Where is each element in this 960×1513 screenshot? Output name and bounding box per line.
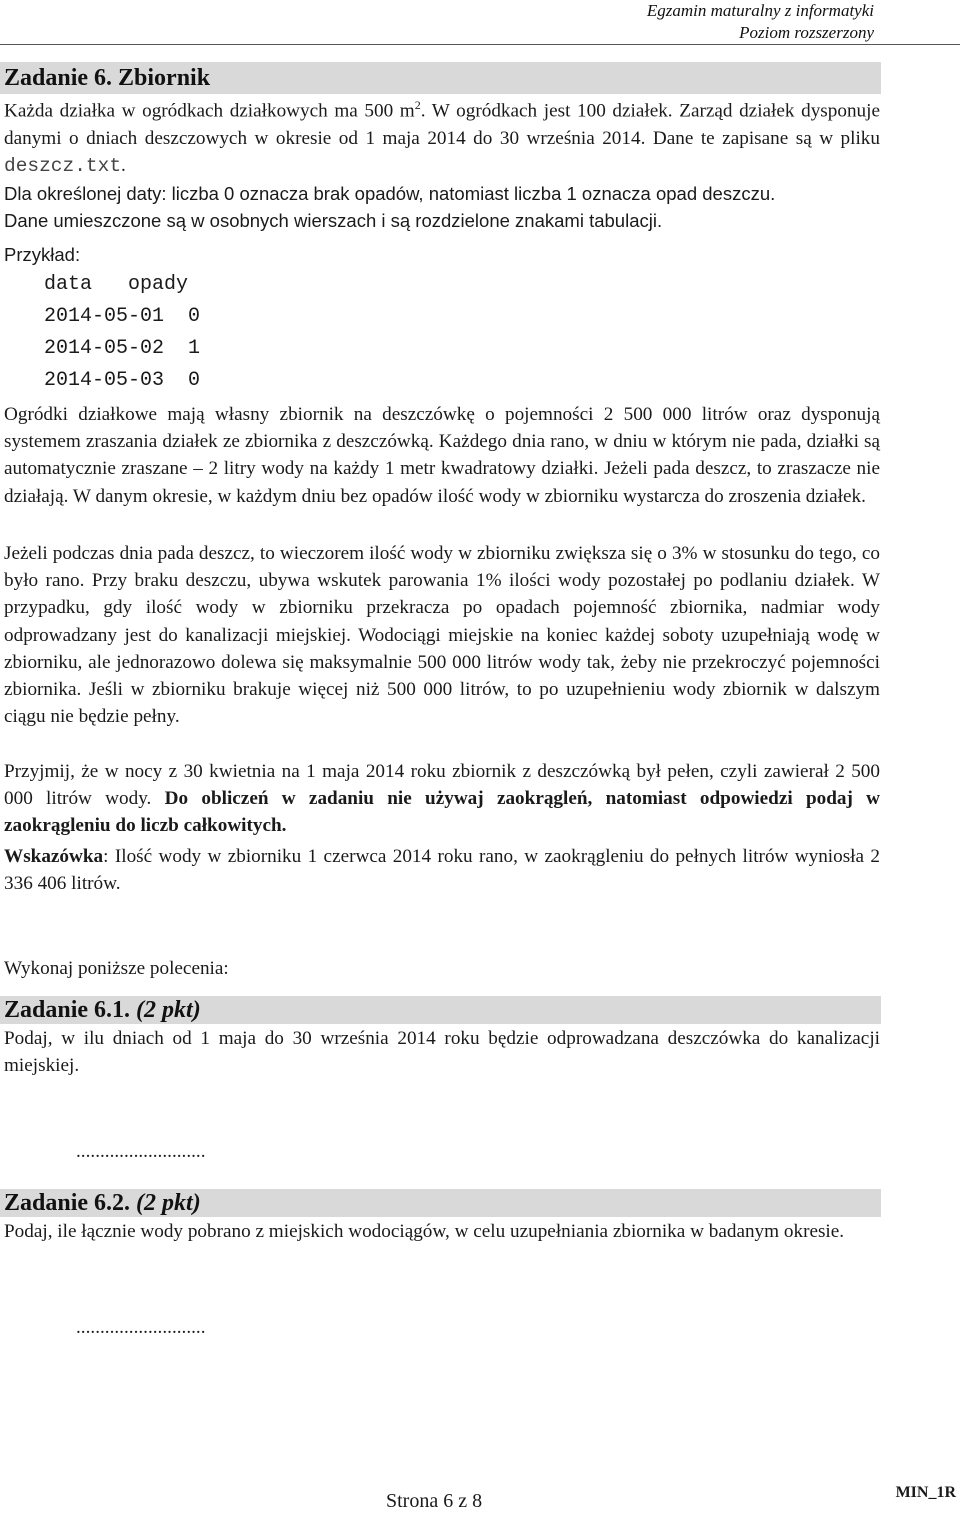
exam-header-level: Poziom rozszerzony [739,23,874,42]
legend-line-2: Dane umieszczone są w osobnych wierszach i są rozdzielone znakami tabulacji. [4,210,663,231]
paragraph-water-rules: Jeżeli podczas dnia pada deszcz, to wieczorem ilość wody w zbiorniku zwiększa się o 3% w stosunku do tego, co było rano. Przy braku deszczu, ubywa wskutek parowania 1% ilości wody pozostałej po podlaniu działek. W przypadku, gdy ilość wody w zbiorniku przekracza po opadach pojemność zbiornika, nadmiar wody odprowadzany jest do kanalizacji miejskiej. Wodociągi miejskie na koniec każdej soboty uzupełniają wodę w zbiorniku, ale jednorazowo dolewa się maksymalnie 500 000 litrów wody tak, żeby nie przekroczyć pojemności zbiornika. Jeśli w zbiorniku brakuje więcej niż 500 000 litrów, to po uzupełnieniu wody zbiornik w dalszym ciągu nie będzie pełny. [4,543,880,728]
example-row-2: 2014-05-02 1 [44,337,201,360]
hint-text: : Ilość wody w zbiorniku 1 czerwca 2014 roku rano, w zaokrągleniu do pełnych litrów wyniosła 2 336 406 litrów. [4,846,880,895]
subtask-6-2-title: Zadanie 6.2. (2 pkt) [0,1189,881,1217]
example-row-1: 2014-05-01 0 [44,305,201,328]
data-filename: deszcz.txt [4,154,122,177]
example-row-3: 2014-05-03 0 [44,369,201,392]
subtask-6-2-answer-line[interactable]: ........................... [76,1317,206,1338]
subtask-6-1-body: Podaj, w ilu dniach od 1 maja do 30 września 2014 roku będzie odprowadzana deszczówka do kanalizacji miejskiej. [4,1028,880,1077]
paragraph-irrigation: Ogródki działkowe mają własny zbiornik na deszczówkę o pojemności 2 500 000 litrów oraz dysponują systemem zraszania działek ze zbiornika z deszczówką. Każdego dnia rano, w dniu w którym nie pada, działki są automatycznie zraszane – 2 litry wody na każdy 1 metr kwadratowy działki. Jeżeli pada deszcz, to zraszacze nie działają. W danym okresie, w każdym dniu bez opadów ilość wody w zbiorniku wystarcza do zroszenia działek. [4,404,880,507]
rounding-instruction: Do obliczeń w zadaniu nie używaj zaokrągleń, natomiast odpowiedzi podaj w zaokrągleniu do liczb całkowitych. [4,788,880,837]
subtask-6-1-answer-line[interactable]: ........................... [76,1141,206,1162]
example-row-header: data opady [44,273,189,296]
header-divider [0,44,960,45]
subtask-6-1-points: (2 pkt) [136,997,201,1023]
intro-text-end: . [121,154,126,176]
hint-paragraph [4,843,880,897]
intro-text-middle: . W ogródkach jest 100 działek. Zarząd działek dysponuje danymi o dniach deszczowych w okresie od 1 maja 2014 do 30 września 2014. Dane te zapisane są w pliku [4,100,880,149]
intro-text-start: Każda działka w ogródkach działkowych ma 500 m [4,100,415,122]
task-intro [4,92,880,180]
exam-code: MIN_1R [895,1484,956,1501]
paragraph-initial-state [4,758,880,840]
initial-state-text: Przyjmij, że w nocy z 30 kwietnia na 1 maja 2014 roku zbiornik z deszczówką był pełen, czyli zawierał 2 500 000 litrów wody. [4,761,880,810]
legend-line-1: Dla określonej daty: liczba 0 oznacza brak opadów, natomiast liczba 1 oznacza opad deszczu. [4,183,776,204]
example-label: Przykład: [4,244,81,265]
page-number: Strona 6 z 8 [386,1490,483,1512]
exam-header-title: Egzamin maturalny z informatyki [646,1,874,20]
task-title: Zadanie 6. Zbiornik [0,62,881,94]
subtask-6-2-body: Podaj, ile łącznie wody pobrano z miejskich wodociągów, w celu uzupełniania zbiornika w badanym okresie. [4,1221,845,1242]
area-exponent: 2 [414,98,421,112]
hint-label: Wskazówka [4,846,104,867]
subtask-6-2-points: (2 pkt) [136,1190,201,1216]
instruction-text: Wykonaj poniższe polecenia: [4,958,229,979]
subtask-6-1-title: Zadanie 6.1. (2 pkt) [0,996,881,1024]
